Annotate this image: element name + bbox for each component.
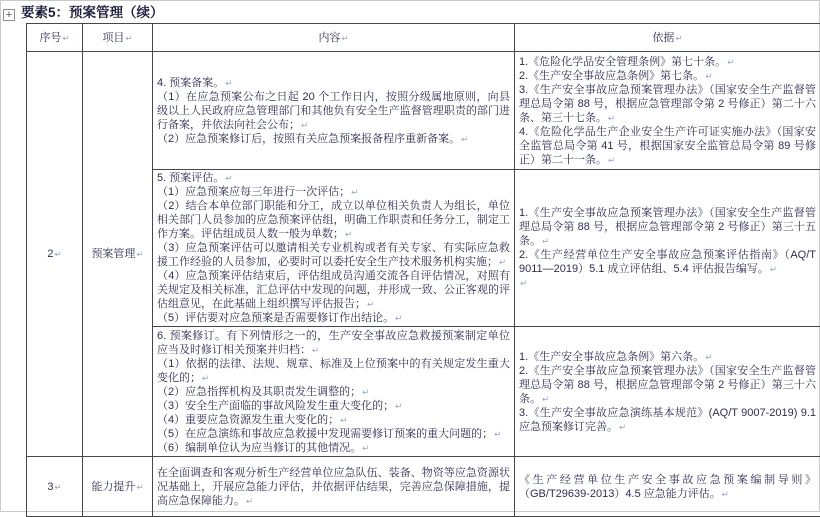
paragraph — [157, 132, 510, 146]
paragraph-mark-icon: ↵ — [608, 155, 615, 165]
paragraph — [157, 385, 510, 399]
paragraph-text: （3）安全生产面临的事故风险发生重大变化的； — [157, 400, 394, 412]
paragraph-mark-icon: ↵ — [55, 482, 62, 492]
paragraph-text: （5）评估要对应急预案是否需要修订作出结论。 — [157, 312, 394, 324]
paragraph-mark-icon: ↵ — [395, 313, 402, 323]
paragraph — [519, 83, 816, 125]
paragraph-mark-icon: ↵ — [312, 345, 319, 355]
paragraph — [157, 413, 510, 427]
paragraph-mark-icon: ↵ — [62, 33, 69, 43]
paragraph-mark-icon: ↵ — [461, 134, 468, 144]
paragraph-mark-icon: ↵ — [520, 278, 527, 288]
cell-item-capability — [83, 457, 153, 517]
table-row — [27, 457, 820, 517]
paragraph-text: （2）结合本单位部门职能和分工，成立以单位相关负责人为组长，单位相关部门人员参加的应急预案评估组，明确工作职责和任务分工，制定工作方案。评估组成员人数一般为单数； — [157, 200, 510, 240]
section-title: 要素5：预案管理（续） — [21, 4, 164, 22]
cell-content-revision — [153, 327, 515, 457]
paragraph — [157, 76, 510, 90]
paragraph — [157, 311, 510, 325]
paragraph-text: 《生产经营单位生产安全事故应急预案编制导则》（GB/T29639-2013）4.5 应急能力评估。 — [519, 474, 816, 500]
paragraph-text: 在全面调查和客观分析生产经营单位应急队伍、装备、物资等应急资源状况基础上，开展应急能力评估，并依据评估结果，完善应急保障措施，提高应急保障能力。 — [157, 467, 510, 507]
paragraph-mark-icon: ↵ — [727, 57, 734, 67]
paragraph-text: 1.《生产安全事故应急预案管理办法》（国家安全生产监督管理总局令第 88 号，根据应急管理部令第 2 号修正）第三十五条。 — [519, 207, 816, 247]
paragraph — [157, 185, 510, 199]
paragraph — [157, 90, 510, 132]
paragraph — [157, 269, 510, 311]
paragraph — [519, 473, 816, 501]
paragraph-text: （2）应急指挥机构及其职责发生调整的； — [157, 386, 361, 398]
paragraph-mark-icon: ↵ — [362, 387, 369, 397]
paragraph-text: （1）应急预案应每三年进行一次评估； — [157, 186, 350, 198]
paragraph — [519, 406, 816, 434]
requirements-table — [26, 23, 820, 517]
paragraph — [157, 199, 510, 241]
col-header-content — [153, 24, 515, 52]
paragraph-mark-icon: ↵ — [351, 187, 358, 197]
col-header-no-label: 序号 — [39, 32, 61, 44]
cell-no-plan-management — [27, 52, 83, 457]
paragraph — [157, 399, 510, 413]
paragraph-mark-icon: ↵ — [499, 257, 506, 267]
paragraph-text: （1）在应急预案公布之日起 20 个工作日内，按照分级属地原则，向县级以上人民政府应急管理部门和其他负有安全生产监督管理职责的部门进行备案，并依法向社会公布； — [157, 91, 510, 131]
cell-basis-filing — [515, 52, 820, 170]
paragraph-text: （5）在应急演练和事故应急救援中发现需要修订预案的重大问题的； — [157, 428, 493, 440]
header-row — [27, 24, 820, 52]
paragraph-mark-icon: ↵ — [136, 249, 143, 259]
paragraph-mark-icon: ↵ — [55, 249, 62, 259]
paragraph-text: （3）应急预案评估可以邀请相关专业机构或者有关专家、有实际应急救援工作经验的人员参加，必要时可以委托安全生产技术服务机构实施； — [157, 242, 510, 268]
paragraph — [157, 427, 510, 441]
paragraph-mark-icon: ↵ — [301, 120, 308, 130]
paragraph-mark-icon: ↵ — [675, 33, 682, 43]
col-header-item — [83, 24, 153, 52]
paragraph-mark-icon: ↵ — [395, 401, 402, 411]
paragraph-mark-icon: ↵ — [202, 373, 209, 383]
paragraph-mark-icon: ↵ — [608, 113, 615, 123]
table-move-handle-icon[interactable]: + — [3, 9, 15, 21]
paragraph-text: 2.《生产安全事故应急预案管理办法》（国家安全生产监督管理总局令第 88 号，根据应急管理部令第 2 号修正）第三十六条。 — [519, 365, 816, 405]
paragraph-text: 4.《危险化学品生产企业安全生产许可证实施办法》（国家安全监管总局令第 41 号，根据国家安全监管总局令第 89 号修正）第二十一条。 — [519, 126, 816, 166]
paragraph-mark-icon: ↵ — [136, 482, 143, 492]
paragraph — [157, 329, 510, 357]
paragraph-text: 5. 预案评估。 — [157, 172, 224, 184]
paragraph — [519, 55, 816, 69]
paragraph-mark-icon: ↵ — [225, 173, 232, 183]
paragraph — [157, 171, 510, 185]
paragraph-text: 4. 预案备案。 — [157, 77, 224, 89]
paragraph — [519, 69, 816, 83]
col-header-content-label: 内容 — [318, 32, 340, 44]
paragraph-text: （1）依据的法律、法规、规章、标准及上位预案中的有关规定发生重大变化的； — [157, 358, 510, 384]
paragraph-text: （6）编制单位认为应当修订的其他情况。 — [157, 442, 361, 454]
paragraph-mark-icon: ↵ — [246, 496, 253, 506]
paragraph-text: 1.《危险化学品安全管理条例》第七十条。 — [519, 56, 726, 68]
paragraph-mark-icon: ↵ — [345, 229, 352, 239]
paragraph — [157, 241, 510, 269]
paragraph-mark-icon: ↵ — [494, 429, 501, 439]
paragraph-mark-icon: ↵ — [542, 394, 549, 404]
paragraph-mark-icon: ↵ — [340, 415, 347, 425]
row-number: 2 — [47, 248, 53, 260]
paragraph — [157, 357, 510, 385]
paragraph-mark-icon: ↵ — [362, 443, 369, 453]
row-number: 3 — [47, 481, 53, 493]
cell-content-evaluation — [153, 170, 515, 327]
paragraph — [519, 125, 816, 167]
paragraph-mark-icon: ↵ — [722, 489, 729, 499]
col-header-no — [27, 24, 83, 52]
paragraph — [157, 466, 510, 508]
cell-basis-capability — [515, 457, 820, 517]
paragraph — [519, 206, 816, 248]
paragraph-mark-icon: ↵ — [125, 33, 132, 43]
table-row — [27, 52, 820, 170]
cell-content-capability — [153, 457, 515, 517]
paragraph-mark-icon: ↵ — [542, 236, 549, 246]
paragraph-mark-icon: ↵ — [619, 422, 626, 432]
cell-no-capability — [27, 457, 83, 517]
paragraph-mark-icon: ↵ — [367, 299, 374, 309]
paragraph — [519, 350, 816, 364]
paragraph-text: （4）应急预案评估结束后，评估组成员沟通交流各自评估情况，对照有关规定及相关标准，汇总评估中发现的问题，并形成一致、公正客观的评估组意见，在此基础上组织撰写评估报告； — [157, 270, 510, 310]
paragraph — [519, 364, 816, 406]
paragraph — [519, 248, 816, 276]
paragraph-mark-icon: ↵ — [225, 78, 232, 88]
paragraph-text: （4）重要应急资源发生重大变化的； — [157, 414, 339, 426]
cell-content-filing — [153, 52, 515, 170]
paragraph-text: （2）应急预案修订后，按照有关应急预案报备程序重新备案。 — [157, 133, 460, 145]
col-header-basis — [515, 24, 820, 52]
paragraph-text: 2.《生产经营单位生产安全事故应急预案评估指南》（AQ/T 9011—2019）5.1 成立评估组、5.4 评估报告编写。 — [519, 249, 816, 275]
paragraph-text: 6. 预案修订。有下列情形之一的，生产安全事故应急救援预案制定单位应当及时修订相关预案并归档： — [157, 330, 510, 356]
paragraph-text: 1.《生产安全事故应急条例》第六条。 — [519, 351, 704, 363]
paragraph-mark-icon: ↵ — [770, 264, 777, 274]
cell-basis-evaluation — [515, 170, 820, 327]
paragraph — [157, 441, 510, 455]
paragraph-text: 3.《生产安全事故应急演练基本规范》(AQ/T 9007-2019) 9.1 应急预案修订完善。 — [519, 407, 816, 433]
paragraph-mark-icon: ↵ — [705, 352, 712, 362]
section-title-bar — [3, 4, 164, 22]
paragraph-mark-icon: ↵ — [705, 71, 712, 81]
cell-basis-revision — [515, 327, 820, 457]
item-label: 预案管理 — [91, 248, 135, 260]
paragraph — [519, 276, 816, 290]
cell-item-plan-management — [83, 52, 153, 457]
col-header-basis-label: 依据 — [652, 32, 674, 44]
paragraph-mark-icon: ↵ — [341, 33, 348, 43]
paragraph-text: 2.《生产安全事故应急条例》第七条。 — [519, 70, 704, 82]
item-label: 能力提升 — [91, 481, 135, 493]
col-header-item-label: 项目 — [102, 32, 124, 44]
paragraph-text: 3.《生产安全事故应急预案管理办法》（国家安全生产监督管理总局令第 88 号，根据应急管理部令第 2 号修正）第二十六条、第三十七条。 — [519, 84, 816, 124]
